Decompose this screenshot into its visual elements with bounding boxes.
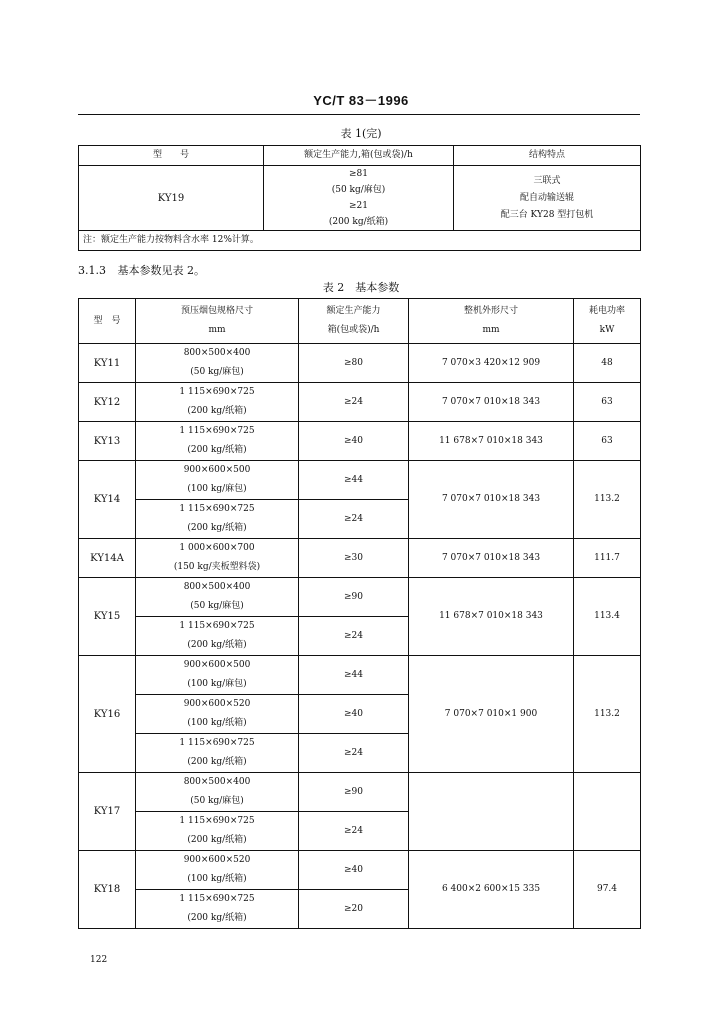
- model-cell: KY12: [79, 383, 136, 422]
- capacity-cell: ≥40: [299, 695, 409, 734]
- table-row: [79, 539, 641, 578]
- bale-package: (100 kg/麻包): [187, 484, 247, 494]
- table2-header-dimensions: [409, 299, 574, 344]
- capacity-cell: ≥90: [299, 578, 409, 617]
- table1-header-model: 型 号: [79, 146, 264, 166]
- power-cell: 97.4: [574, 851, 641, 929]
- table1-features-cell: [454, 166, 641, 231]
- bale-package: (200 kg/纸箱): [187, 445, 247, 455]
- capacity-cell: ≥24: [299, 500, 409, 539]
- bale-package: (50 kg/麻包): [190, 601, 244, 611]
- bale-dimensions: 900×600×520: [183, 855, 251, 865]
- dimensions-cell: [409, 773, 574, 851]
- table-row: [79, 851, 641, 890]
- bale-size-cell: [136, 890, 299, 929]
- model-cell: KY15: [79, 578, 136, 656]
- capacity-cell: ≥44: [299, 656, 409, 695]
- capacity-cell: ≥30: [299, 539, 409, 578]
- header-line: 预压烟包规格尺寸: [180, 306, 253, 316]
- bale-dimensions: 1 115×690×725: [179, 387, 255, 397]
- bale-size-cell: [136, 851, 299, 890]
- bale-dimensions: 800×500×400: [183, 348, 251, 358]
- bale-dimensions: 1 115×690×725: [179, 621, 255, 631]
- bale-size-cell: [136, 695, 299, 734]
- standard-code-header: YC/T 83－1996: [313, 93, 409, 108]
- feature-line: 配自动输送辊: [519, 192, 574, 203]
- bale-dimensions: 1 000×600×700: [179, 543, 255, 553]
- dimensions-cell: 6 400×2 600×15 335: [409, 851, 574, 929]
- power-cell: 111.7: [574, 539, 641, 578]
- header-unit: kW: [599, 325, 615, 335]
- bale-size-cell: [136, 539, 299, 578]
- capacity-cell: ≥40: [299, 851, 409, 890]
- table2-header-capacity: [299, 299, 409, 344]
- bale-package: (100 kg/纸箱): [187, 874, 247, 884]
- table1-header-features: 结构特点: [454, 146, 641, 166]
- capacity-line: ≥21: [349, 201, 368, 211]
- dimensions-cell: 7 070×7 010×1 900: [409, 656, 574, 773]
- table1-note: 注：额定生产能力按物料含水率 12%计算。: [79, 231, 641, 251]
- bale-size-cell: [136, 617, 299, 656]
- bale-size-cell: [136, 500, 299, 539]
- dimensions-cell: 7 070×7 010×18 343: [409, 461, 574, 539]
- capacity-cell: ≥24: [299, 734, 409, 773]
- bale-dimensions: 900×600×500: [183, 465, 251, 475]
- bale-dimensions: 1 115×690×725: [179, 426, 255, 436]
- table2-header-bale-size: [136, 299, 299, 344]
- bale-size-cell: [136, 734, 299, 773]
- capacity-cell: ≥24: [299, 617, 409, 656]
- bale-dimensions: 900×600×500: [183, 660, 251, 670]
- model-cell: KY17: [79, 773, 136, 851]
- table-row: [79, 383, 641, 422]
- capacity-line: ≥81: [349, 169, 368, 179]
- header-line: 整机外形尺寸: [463, 306, 518, 316]
- model-cell: KY14: [79, 461, 136, 539]
- table-row: [79, 773, 641, 812]
- bale-dimensions: 800×500×400: [183, 582, 251, 592]
- capacity-cell: ≥44: [299, 461, 409, 500]
- bale-dimensions: 1 115×690×725: [179, 504, 255, 514]
- table-row: [79, 578, 641, 617]
- bale-size-cell: [136, 461, 299, 500]
- capacity-line: (50 kg/麻包): [331, 185, 386, 195]
- header-line: 额定生产能力: [326, 306, 381, 316]
- section-3-1-3: [78, 262, 205, 278]
- header-unit: 箱(包或袋)/h: [327, 325, 380, 335]
- feature-line: 配三台 KY28 型打包机: [500, 209, 594, 220]
- feature-line: 三联式: [533, 175, 561, 186]
- bale-package: (100 kg/麻包): [187, 679, 247, 689]
- table1: [78, 145, 641, 251]
- model-cell: KY13: [79, 422, 136, 461]
- bale-package: (150 kg/夹板塑料袋): [173, 562, 261, 572]
- bale-size-cell: [136, 383, 299, 422]
- capacity-cell: ≥24: [299, 383, 409, 422]
- header-rule: [78, 114, 640, 115]
- model-cell: KY16: [79, 656, 136, 773]
- bale-size-cell: [136, 656, 299, 695]
- page-number: 122: [90, 955, 108, 965]
- bale-size-cell: [136, 812, 299, 851]
- power-cell: [574, 773, 641, 851]
- capacity-cell: ≥90: [299, 773, 409, 812]
- bale-package: (200 kg/纸箱): [187, 757, 247, 767]
- bale-dimensions: 800×500×400: [183, 777, 251, 787]
- table2-header-power: [574, 299, 641, 344]
- power-cell: 63: [574, 383, 641, 422]
- dimensions-cell: 7 070×3 420×12 909: [409, 344, 574, 383]
- table1-model-cell: KY19: [79, 166, 264, 231]
- header-line: 耗电功率: [588, 306, 625, 316]
- bale-package: (200 kg/纸箱): [187, 913, 247, 923]
- table2-header-model: 型 号: [79, 299, 136, 344]
- bale-package: (50 kg/麻包): [190, 367, 244, 377]
- dimensions-cell: 11 678×7 010×18 343: [409, 578, 574, 656]
- capacity-line: (200 kg/纸箱): [328, 217, 389, 227]
- bale-package: (50 kg/麻包): [190, 796, 244, 806]
- section-text: 基本参数见表 2。: [117, 264, 205, 277]
- bale-size-cell: [136, 578, 299, 617]
- bale-package: (200 kg/纸箱): [187, 523, 247, 533]
- dimensions-cell: 7 070×7 010×18 343: [409, 383, 574, 422]
- table-row: [79, 422, 641, 461]
- bale-dimensions: 1 115×690×725: [179, 738, 255, 748]
- model-cell: KY18: [79, 851, 136, 929]
- capacity-cell: ≥20: [299, 890, 409, 929]
- model-cell: KY14A: [79, 539, 136, 578]
- model-cell: KY11: [79, 344, 136, 383]
- table2-caption: 表 2 基本参数: [322, 281, 400, 294]
- bale-dimensions: 1 115×690×725: [179, 894, 255, 904]
- table2: [78, 298, 641, 929]
- header-unit: mm: [208, 325, 226, 335]
- section-number: 3.1.3: [78, 264, 106, 277]
- capacity-cell: ≥80: [299, 344, 409, 383]
- bale-package: (100 kg/纸箱): [187, 718, 247, 728]
- bale-package: (200 kg/纸箱): [187, 835, 247, 845]
- header-unit: mm: [482, 325, 500, 335]
- table1-capacity-cell: [264, 166, 454, 231]
- table-row: [79, 344, 641, 383]
- bale-package: (200 kg/纸箱): [187, 406, 247, 416]
- dimensions-cell: 7 070×7 010×18 343: [409, 539, 574, 578]
- bale-dimensions: 900×600×520: [183, 699, 251, 709]
- power-cell: 48: [574, 344, 641, 383]
- bale-package: (200 kg/纸箱): [187, 640, 247, 650]
- bale-size-cell: [136, 344, 299, 383]
- bale-dimensions: 1 115×690×725: [179, 816, 255, 826]
- table-row: [79, 461, 641, 500]
- power-cell: 113.4: [574, 578, 641, 656]
- dimensions-cell: 11 678×7 010×18 343: [409, 422, 574, 461]
- table1-header-capacity: 额定生产能力,箱(包或袋)/h: [264, 146, 454, 166]
- capacity-cell: ≥40: [299, 422, 409, 461]
- capacity-cell: ≥24: [299, 812, 409, 851]
- power-cell: 113.2: [574, 656, 641, 773]
- power-cell: 113.2: [574, 461, 641, 539]
- bale-size-cell: [136, 422, 299, 461]
- power-cell: 63: [574, 422, 641, 461]
- bale-size-cell: [136, 773, 299, 812]
- table-row: [79, 656, 641, 695]
- table1-caption: 表 1(完): [340, 127, 382, 140]
